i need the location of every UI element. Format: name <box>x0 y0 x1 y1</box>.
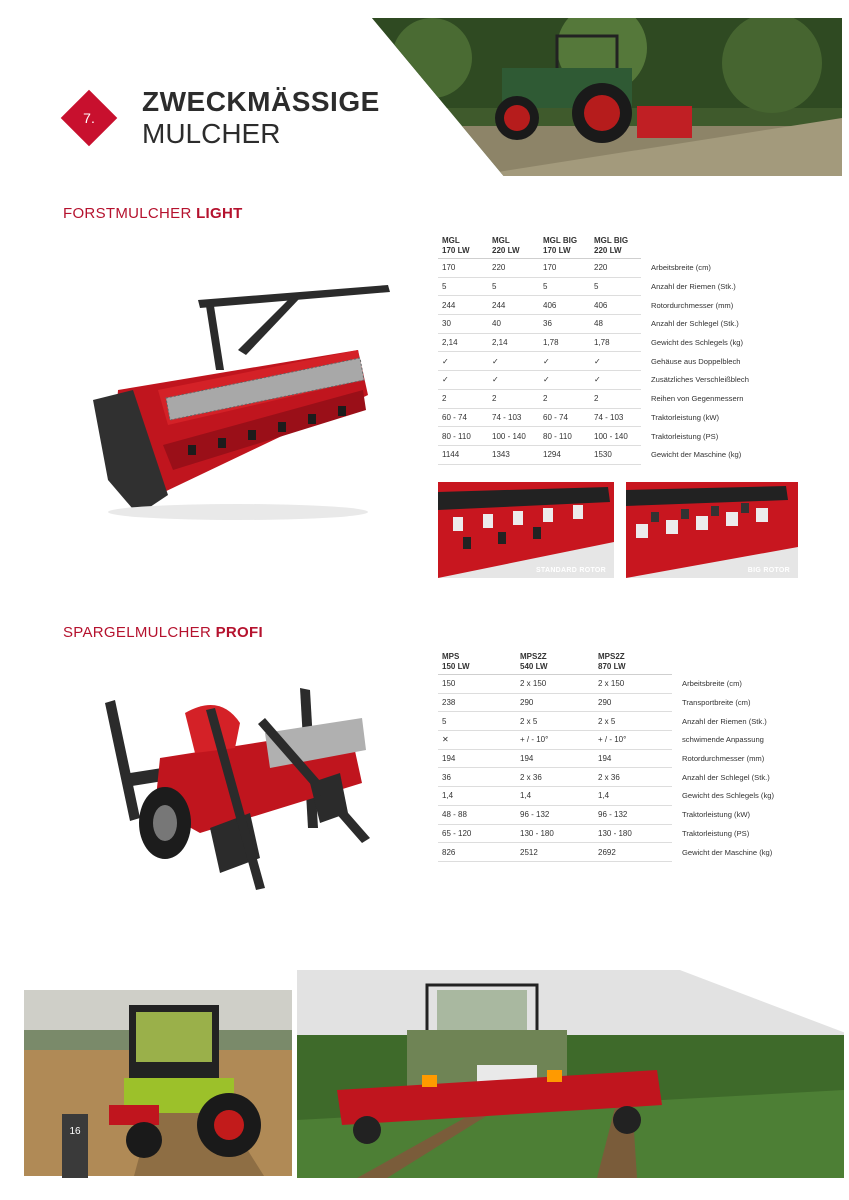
spargelmulcher-spec-table <box>438 652 804 862</box>
table-row: 150 2 x 150 2 x 150 Arbeitsbreite (cm) <box>438 675 804 694</box>
standard-rotor-photo <box>438 482 614 578</box>
column-header: MGL BIG 170 LW <box>539 236 590 259</box>
table-row: 80 - 110 100 - 140 80 - 110 100 - 140 Traktorleistung (PS) <box>438 427 794 446</box>
column-header: MGL 220 LW <box>488 236 539 259</box>
table-row: ✓ ✓ ✓ ✓ Gehäuse aus Doppelblech <box>438 352 794 371</box>
column-header: MPS 150 LW <box>438 652 516 675</box>
column-header: MGL BIG 220 LW <box>590 236 641 259</box>
check-icon: ✓ <box>438 371 488 390</box>
page-title-line1: ZWECKMÄSSIGE <box>142 86 380 117</box>
cross-icon: ✕ <box>438 731 516 750</box>
table-row: 30 40 36 48 Anzahl der Schlegel (Stk.) <box>438 315 794 334</box>
table-row: 2,14 2,14 1,78 1,78 Gewicht des Schlegels (kg) <box>438 333 794 352</box>
check-icon: ✓ <box>539 352 590 371</box>
fendt-tractor-asparagus-photo <box>297 970 844 1178</box>
chapter-badge <box>60 89 118 147</box>
table-row: 2 2 2 2 Reihen von Gegenmessern <box>438 389 794 408</box>
rotor-caption: STANDARD ROTOR <box>535 567 606 574</box>
rotor-caption: BIG ROTOR <box>747 567 790 574</box>
tractor-forest-photo <box>372 18 842 176</box>
section-title-bold: LIGHT <box>196 205 243 222</box>
check-icon: ✓ <box>488 371 539 390</box>
check-icon: ✓ <box>590 352 641 371</box>
table-row: 5 2 x 5 2 x 5 Anzahl der Riemen (Stk.) <box>438 712 804 731</box>
chapter-number: 7. <box>83 110 95 126</box>
table-header-row <box>438 652 804 675</box>
check-icon: ✓ <box>438 352 488 371</box>
table-row: 36 2 x 36 2 x 36 Anzahl der Schlegel (Stk.) <box>438 768 804 787</box>
table-row: 1,4 1,4 1,4 Gewicht des Schlegels (kg) <box>438 787 804 806</box>
page-title-line2: MULCHER <box>142 118 281 149</box>
section-title-bold: PROFI <box>215 624 263 641</box>
forstmulcher-spec-table <box>438 236 794 465</box>
check-icon: ✓ <box>488 352 539 371</box>
check-icon: ✓ <box>590 371 641 390</box>
table-row: 194 194 194 Rotordurchmesser (mm) <box>438 749 804 768</box>
section-title-normal: FORSTMULCHER <box>63 205 192 222</box>
column-header: MPS2Z 870 LW <box>594 652 672 675</box>
table-row: 65 - 120 130 - 180 130 - 180 Traktorleistung (PS) <box>438 824 804 843</box>
table-header-row <box>438 236 794 259</box>
table-row: 244 244 406 406 Rotordurchmesser (mm) <box>438 296 794 315</box>
section-title-normal: SPARGELMULCHER <box>63 624 212 641</box>
table-row: 170 220 170 220 Arbeitsbreite (cm) <box>438 259 794 278</box>
table-row: 238 290 290 Transportbreite (cm) <box>438 693 804 712</box>
section-title-spargelmulcher <box>63 624 263 641</box>
check-icon: ✓ <box>539 371 590 390</box>
table-row: 1144 1343 1294 1530 Gewicht der Maschine (kg) <box>438 445 794 464</box>
label-column-header <box>641 236 794 259</box>
table-row: 5 5 5 5 Anzahl der Riemen (Stk.) <box>438 277 794 296</box>
forstmulcher-product-image <box>88 280 400 525</box>
section-title-forstmulcher <box>63 205 243 222</box>
table-row: ✕ + / - 10° + / - 10° schwimende Anpassung <box>438 731 804 750</box>
table-row: 60 - 74 74 - 103 60 - 74 74 - 103 Traktorleistung (kW) <box>438 408 794 427</box>
label-column-header <box>672 652 804 675</box>
big-rotor-photo <box>626 482 798 578</box>
table-row: 826 2512 2692 Gewicht der Maschine (kg) <box>438 843 804 862</box>
column-header: MPS2Z 540 LW <box>516 652 594 675</box>
page-number: 16 <box>62 1114 88 1178</box>
spargelmulcher-product-image <box>100 688 380 893</box>
table-row: ✓ ✓ ✓ ✓ Zusätzliches Verschleißblech <box>438 371 794 390</box>
column-header: MGL 170 LW <box>438 236 488 259</box>
table-row: 48 - 88 96 - 132 96 - 132 Traktorleistung (kW) <box>438 805 804 824</box>
